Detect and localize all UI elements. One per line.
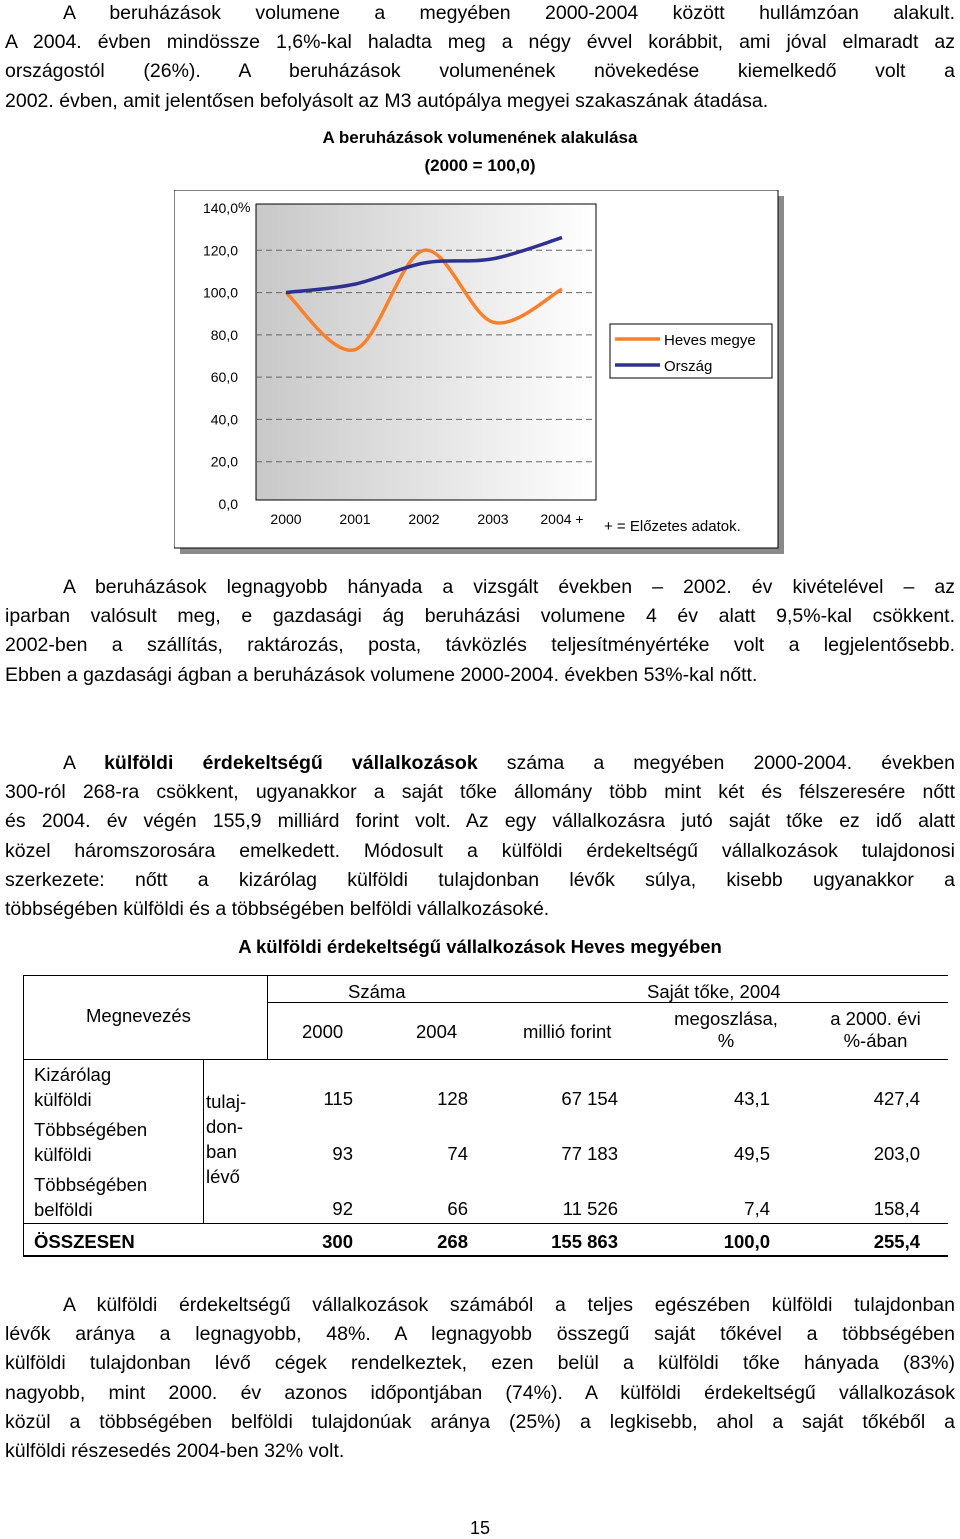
- table-total-top: [23, 1223, 948, 1224]
- text-line: nagyobb, mint 2000. év azonos időpontjában (74%). A külföldi érdekeltségű vállalkozások: [5, 1379, 955, 1408]
- text-line: A 2004. évben mindössze 1,6%-kal haladta meg a négy évvel korábbit, ami jóval elmaradt az: [5, 28, 955, 57]
- chart-note: + = Előzetes adatok.: [604, 518, 741, 535]
- legend: [610, 324, 772, 378]
- header-million: millió forint: [523, 1021, 611, 1043]
- y-tick-label: 20,0: [211, 454, 238, 470]
- paragraph-industry: [5, 573, 955, 690]
- y-tick-label: 60,0: [211, 369, 238, 385]
- cell-million: 77 183: [518, 1143, 618, 1165]
- table-left-border: [23, 975, 24, 1257]
- text-line: A beruházások legnagyobb hányada a vizsgált években – 2002. év kivételével – az: [5, 573, 955, 602]
- y-tick-label: 140,0: [203, 200, 238, 216]
- table-header-divider: [267, 975, 268, 1059]
- cell-share: 49,5: [670, 1143, 770, 1165]
- intro-paragraph: [5, 0, 955, 116]
- legend-label-heves: Heves megye: [664, 332, 756, 349]
- x-tick-label: 2004 +: [540, 511, 583, 527]
- total-name: ÖSSZESEN: [34, 1231, 135, 1253]
- x-tick-label: 2000: [270, 511, 301, 527]
- text-line: közül a többségében belföldi tulajdonúak aránya (25%) a legkisebb, ahol a saját tőkéből a: [5, 1408, 955, 1437]
- header-name: Megnevezés: [86, 1005, 191, 1027]
- cell-index: 203,0: [820, 1143, 920, 1165]
- text-line: A külföldi érdekeltségű vállalkozások számából a teljes egészében külföldi tulajdonban: [5, 1291, 955, 1320]
- text-line: külföldi részesedés 2004-ben 32% volt.: [5, 1437, 955, 1466]
- y-tick-label: 100,0: [203, 285, 238, 301]
- chart-title: [200, 124, 760, 180]
- total-2000: 300: [253, 1231, 353, 1253]
- x-tick-label: 2002: [408, 511, 439, 527]
- total-2004: 268: [368, 1231, 468, 1253]
- cell-million: 11 526: [518, 1198, 618, 1220]
- y-tick-label: 120,0: [203, 242, 238, 258]
- text-line: 2002-ben a szállítás, raktározás, posta, távközlés teljesítményértéke volt a legjelentősebb.: [5, 631, 955, 660]
- cell-2004: 128: [368, 1088, 468, 1110]
- text-line: országostól (26%). A beruházások volumenének növekedése kiemelkedő volt a: [5, 57, 955, 86]
- text-line: 2002. évben, amit jelentősen befolyásolt az M3 autópálya megyei szakaszának átadása.: [5, 87, 955, 116]
- text-line: közel háromszorosára emelkedett. Módosult a külföldi érdekeltségű vállalkozások tulajdonosi: [5, 837, 955, 866]
- foreign-companies-table: [23, 975, 948, 1257]
- cell-index: 158,4: [820, 1198, 920, 1220]
- chart-subtitle: (2000 = 100,0): [200, 152, 760, 180]
- paragraph-foreign-companies: [5, 749, 955, 924]
- text-line: A beruházások volumene a megyében 2000-2004 között hullámzóan alakult.: [5, 0, 955, 28]
- row-name: Többségében belföldi: [34, 1172, 147, 1222]
- chart-title-main: A beruházások volumenének alakulása: [200, 124, 760, 152]
- cell-share: 7,4: [670, 1198, 770, 1220]
- y-axis-unit: %: [238, 199, 250, 215]
- header-share: megoszlása, %: [651, 1008, 801, 1052]
- table-top-border: [23, 975, 948, 976]
- text-line: szerkezete: nőtt a kizárólag külföldi tulajdonban lévők súlya, kisebb ugyanakkor a: [5, 866, 955, 895]
- total-share: 100,0: [670, 1231, 770, 1253]
- text-line: többségében külföldi és a többségében belföldi vállalkozásoké.: [5, 895, 955, 924]
- header-count-group: Száma: [348, 981, 406, 1003]
- text-line: külföldi tulajdonban lévő cégek rendelkeztek, ezen belül a külföldi tőke hányada (83%): [5, 1349, 955, 1378]
- y-tick-label: 40,0: [211, 411, 238, 427]
- cell-million: 67 154: [518, 1088, 618, 1110]
- cell-index: 427,4: [820, 1088, 920, 1110]
- cell-share: 43,1: [670, 1088, 770, 1110]
- text-line: A külföldi érdekeltségű vállalkozások száma a megyében 2000-2004. években: [5, 749, 955, 778]
- table-bottom-border: [23, 1255, 948, 1257]
- paragraph-ownership: [5, 1291, 955, 1466]
- text-line: 300-ról 268-ra csökkent, ugyanakkor a saját tőke állomány több mint két és félszeresére nőtt: [5, 778, 955, 807]
- text-line: lévők aránya a legnagyobb, 48%. A legnagyobb összegű saját tőkével a többségében: [5, 1320, 955, 1349]
- x-tick-label: 2001: [339, 511, 370, 527]
- investment-volume-chart: [174, 190, 784, 555]
- side-label-ownership: tulaj- don- ban lévő: [206, 1089, 246, 1189]
- page-number: 15: [0, 1518, 960, 1539]
- row-name: Kizárólag külföldi: [34, 1062, 111, 1112]
- total-million: 155 863: [518, 1231, 618, 1253]
- header-2004: 2004: [416, 1021, 457, 1043]
- header-2000: 2000: [302, 1021, 343, 1043]
- row-name: Többségében külföldi: [34, 1117, 147, 1167]
- header-index: a 2000. évi %-ában: [808, 1008, 943, 1052]
- text-line: és 2004. év végén 155,9 milliárd forint volt. Az egy vállalkozásra jutó saját tőke ez idő alatt: [5, 807, 955, 836]
- table-title: A külföldi érdekeltségű vállalkozások Heves megyében: [0, 936, 960, 958]
- table-side-divider: [203, 1059, 204, 1224]
- header-equity-group: Saját tőke, 2004: [647, 981, 781, 1003]
- emphasis-foreign-companies: külföldi érdekeltségű vállalkozások: [104, 752, 478, 774]
- cell-2000: 93: [253, 1143, 353, 1165]
- text-line: Ebben a gazdasági ágban a beruházások volumene 2000-2004. években 53%-kal nőtt.: [5, 661, 955, 690]
- cell-2000: 115: [253, 1088, 353, 1110]
- legend-label-orszag: Ország: [664, 358, 712, 375]
- x-tick-label: 2003: [477, 511, 508, 527]
- y-tick-label: 0,0: [219, 496, 239, 512]
- table-header-bottom: [23, 1059, 948, 1060]
- total-index: 255,4: [820, 1231, 920, 1253]
- y-tick-label: 80,0: [211, 327, 238, 343]
- cell-2004: 74: [368, 1143, 468, 1165]
- cell-2004: 66: [368, 1198, 468, 1220]
- text-line: iparban valósult meg, e gazdasági ág beruházási volumene 4 év alatt 9,5%-kal csökkent.: [5, 602, 955, 631]
- cell-2000: 92: [253, 1198, 353, 1220]
